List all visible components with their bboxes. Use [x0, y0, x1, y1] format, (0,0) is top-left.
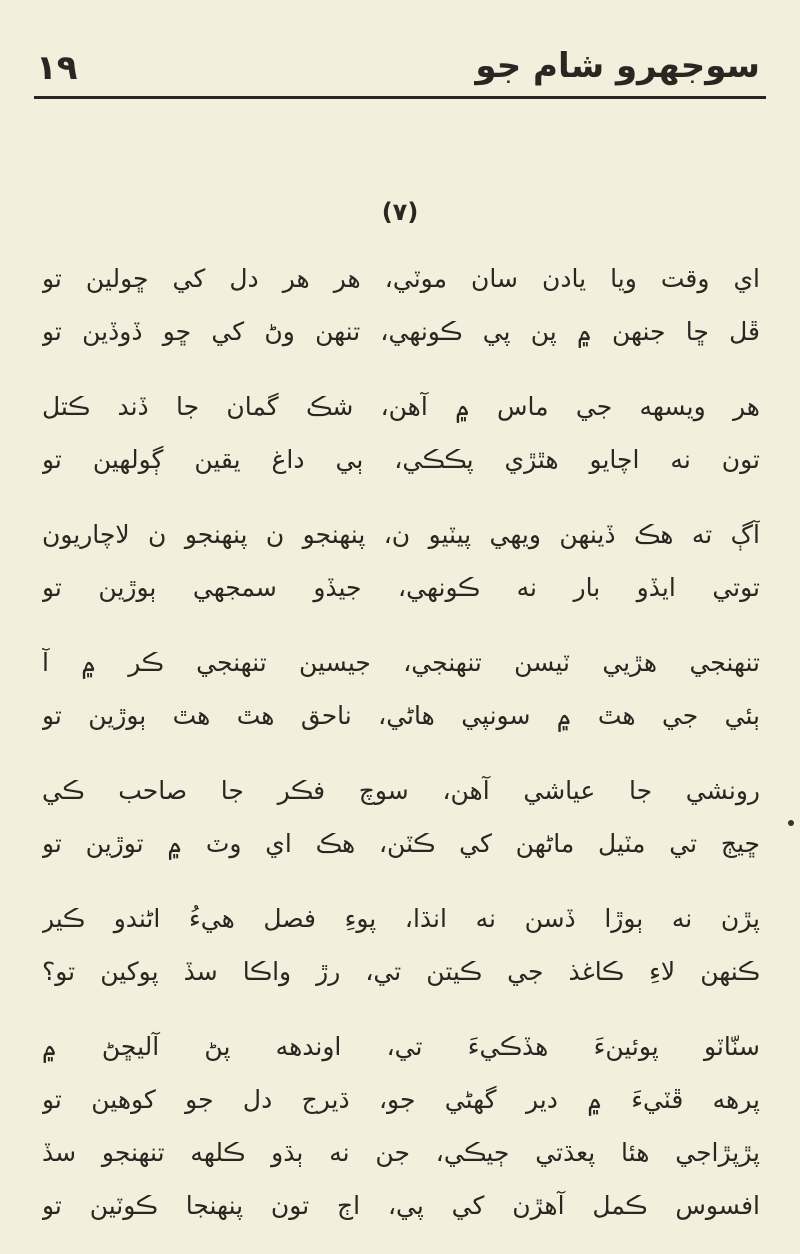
verse-line: ڇيڄ تي مٽيل ماڻهن کي ڪٽن، هڪ اي وٽ ۾ توڙين تو	[42, 829, 760, 858]
running-title: سوجهرو شام جو	[475, 46, 760, 86]
verse-line: تون نه اچايو هٿڙي پڪڪي، ٻي داغ يقين ڳولهين تو	[42, 445, 760, 474]
stanza	[42, 636, 760, 742]
stanza	[42, 892, 760, 998]
verse-line: پڙپڙاجي هئا پعڌتي ڄيڪي، جن نه ٻڌو ڪلهه تنهنجو سڏ	[42, 1138, 760, 1167]
verse-line: سنّاٽو پوئينءَ هڏڪيءَ تي، اوندهه پڻ آليڇڻ ۾	[42, 1032, 760, 1061]
verse-line: تنهنجي هڙيي ٽيسن تنهنجي، جيسين تنهنجي ڪر ۾ آ	[42, 648, 760, 677]
verse-line: پڙن نه ٻوڙا ڏسن نه انڌا، پوءِ فصل هيءُ اڻندو ڪير	[42, 904, 760, 933]
stanza	[42, 380, 760, 486]
section-number: (٧)	[381, 198, 419, 226]
verse-line: آڳ ته هڪ ڏينهن ويهي پيٽيو ن، پنهنجو ن پنهنجو ن لاچاريون	[42, 520, 760, 549]
verse-line: پرهه ڦٽيءَ ۾ دير گهڻي جو، ڌيرج دل جو کوهين تو	[42, 1085, 760, 1114]
stanza	[42, 508, 760, 614]
verse-line: افسوس ڪمل آهڙن کي پي، اڄ تون پنهنجا ڪوٽين تو	[42, 1191, 760, 1220]
verse-line: ڦل ڇا جنهن ۾ پن پي ڪونهي، تنهن وڻ کي ڇو ڏوڏين تو	[42, 317, 760, 346]
margin-mark	[788, 820, 794, 826]
verse-line: اي وقت ويا يادن سان موٽي، هر هر دل کي ڇولين تو	[42, 264, 760, 293]
stanza	[42, 252, 760, 358]
verse-line: ٻئي جي هٿ ۾ سونپي هاڻي، ناحق هٿ هٿ ٻوڙين تو	[42, 701, 760, 730]
page-number: ١٩	[36, 48, 78, 88]
verse-line: ڪنهن لاءِ ڪاغذ جي ڪيتن تي، رڙ واڪا سڏ پوکين تو؟	[42, 957, 760, 986]
stanza	[42, 1020, 760, 1232]
verse-line: رونشي جا عياشي آهن، سوچ فڪر جا صاحب ڪي	[42, 776, 760, 805]
stanza	[42, 764, 760, 870]
poem-body	[42, 252, 760, 1254]
verse-line: توتي ايڏو بار نه ڪونهي، جيڏو سمجهي ٻوڙين تو	[42, 573, 760, 602]
header-rule	[34, 96, 766, 99]
verse-line: هر ويسهه جي ماس ۾ آهن، شڪ گمان جا ڏند ڪتل	[42, 392, 760, 421]
